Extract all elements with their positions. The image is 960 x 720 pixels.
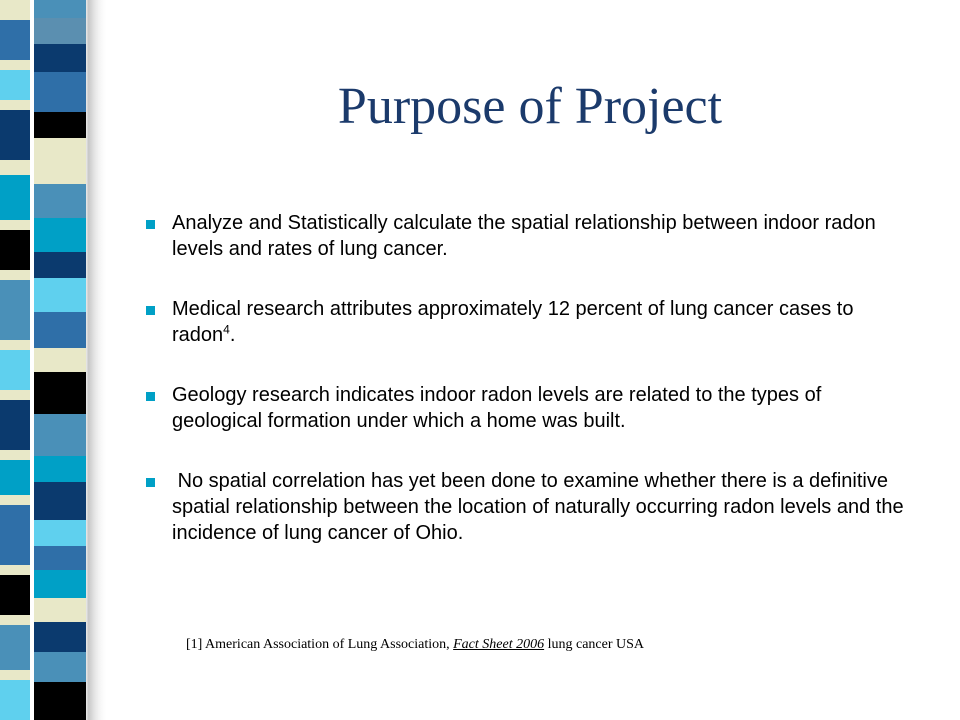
bullet-text: Medical research attributes approximately 12 percent of lung cancer cases to radon bbox=[172, 298, 854, 346]
strip-pattern-icon bbox=[0, 0, 108, 720]
footnote-source-link[interactable]: Fact Sheet 2006 bbox=[453, 637, 545, 652]
list-item bbox=[146, 382, 916, 434]
page-title: Purpose of Project bbox=[337, 78, 723, 135]
bullet-text: Analyze and Statistically calculate the spatial relationship between indoor radon levels and rates of lung cancer. bbox=[172, 212, 876, 260]
square-bullet-icon bbox=[146, 478, 155, 487]
list-item bbox=[146, 468, 916, 546]
square-bullet-icon bbox=[146, 220, 155, 229]
list-item bbox=[146, 210, 916, 262]
footnote-prefix: [1] American Association of Lung Association, bbox=[186, 637, 454, 652]
square-bullet-icon bbox=[146, 306, 155, 315]
footnote bbox=[186, 637, 644, 653]
square-bullet-icon bbox=[146, 392, 155, 401]
bullet-text: Geology research indicates indoor radon levels are related to the types of geological formation under which a home was built. bbox=[172, 384, 822, 432]
list-item bbox=[146, 296, 916, 348]
bullet-suffix: . bbox=[229, 324, 236, 346]
footnote-suffix: lung cancer USA bbox=[544, 637, 645, 652]
bullet-text: No spatial correlation has yet been done to examine whether there is a definitive spatial relationship between the location of naturally occurring radon levels and the incidence of lung cancer of Ohio. bbox=[172, 470, 910, 544]
decorative-strip bbox=[0, 0, 108, 720]
bullet-list bbox=[146, 210, 916, 546]
citation-superscript: 4 bbox=[223, 322, 230, 337]
